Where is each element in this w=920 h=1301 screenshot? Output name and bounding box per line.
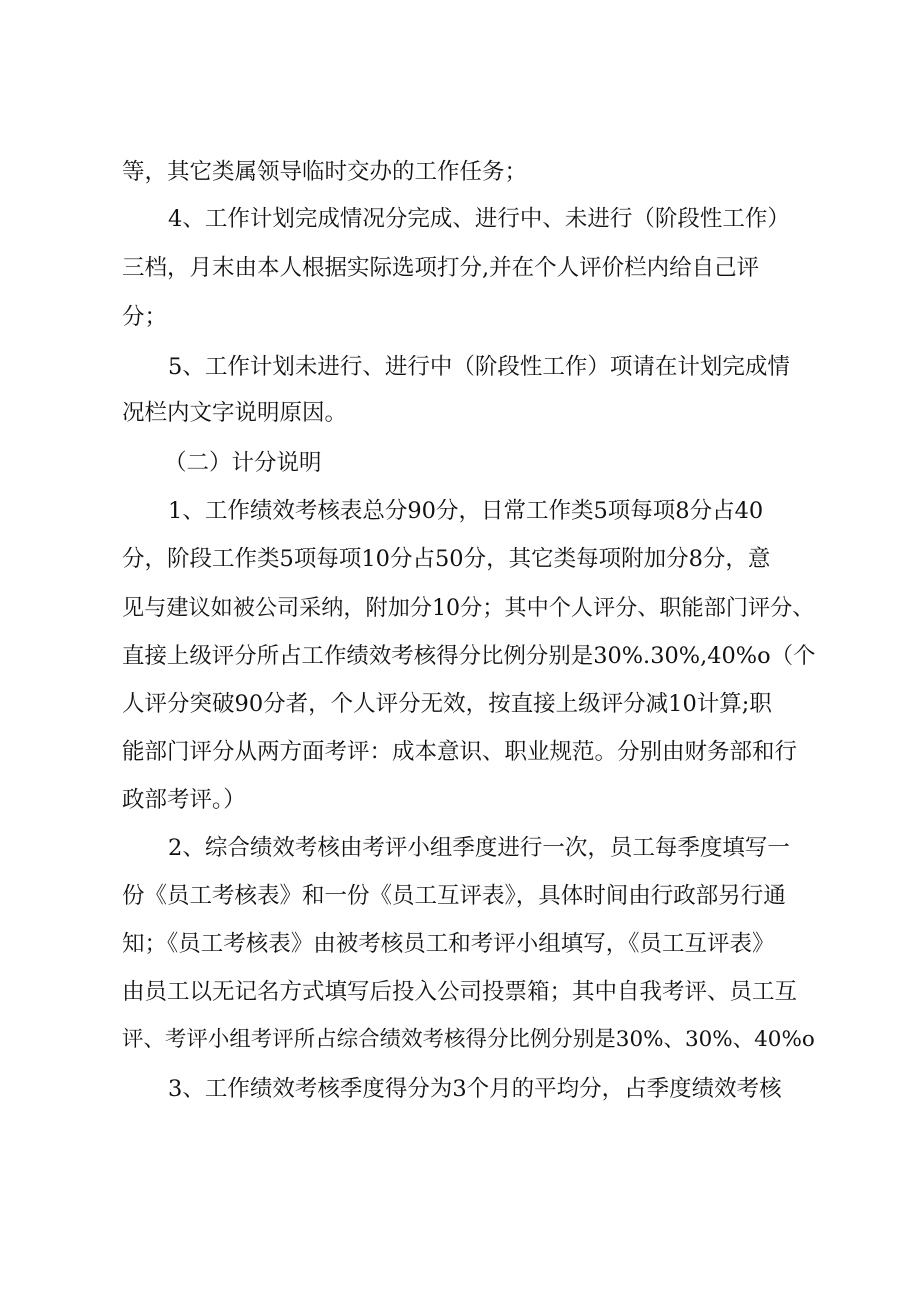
- text-line: 人评分突破90分者，个人评分无效，按直接上级评分减10计算;职: [122, 691, 772, 717]
- text-line: 份《员工考核表》和一份《员工互评表》，具体时间由行政部另行通: [122, 883, 786, 909]
- text-line: 知；《员工考核表》由被考核员工和考评小组填写，《员工互评表》: [122, 931, 775, 957]
- text-line: 2、综合绩效考核由考评小组季度进行一次，员工每季度填写一: [168, 835, 790, 861]
- text-line: 况栏内文字说明原因。: [122, 400, 348, 426]
- text-line: 1、工作绩效考核表总分90分，日常工作类5项每项8分占40: [168, 498, 764, 524]
- text-line: 能部门评分从两方面考评：成本意识、职业规范。分别由财务部和行: [122, 739, 798, 765]
- text-line: 4、工作计划完成情况分完成、进行中、未进行（阶段性工作）: [168, 206, 790, 232]
- text-line: 3、工作绩效考核季度得分为3个月的平均分，占季度绩效考核: [168, 1076, 782, 1102]
- text-line: 评、考评小组考评所占综合绩效考核得分比例分别是30%、30%、40%o: [122, 1027, 815, 1052]
- text-line: 分；: [122, 304, 168, 330]
- text-line: 5、工作计划未进行、进行中（阶段性工作）项请在计划完成情: [168, 354, 790, 380]
- section-heading: （二）计分说明: [164, 450, 322, 476]
- text-line: 政部考评。）: [122, 787, 246, 813]
- text-line: 分，阶段工作类5项每项10分占50分，其它类每项附加分8分，意: [122, 546, 771, 572]
- text-line: 等，其它类属领导临时交办的工作任务；: [122, 159, 528, 185]
- text-line: 见与建议如被公司采纳，附加分10分；其中个人评分、职能部门评分、: [122, 595, 815, 621]
- text-line: 三档，月末由本人根据实际选项打分,并在个人评价栏内给自己评: [122, 255, 760, 281]
- text-line: 直接上级评分所占工作绩效考核得分比例分别是30%.30%,40%o（个: [122, 643, 816, 669]
- text-line: 由员工以无记名方式填写后投入公司投票箱；其中自我考评、员工互: [122, 979, 798, 1005]
